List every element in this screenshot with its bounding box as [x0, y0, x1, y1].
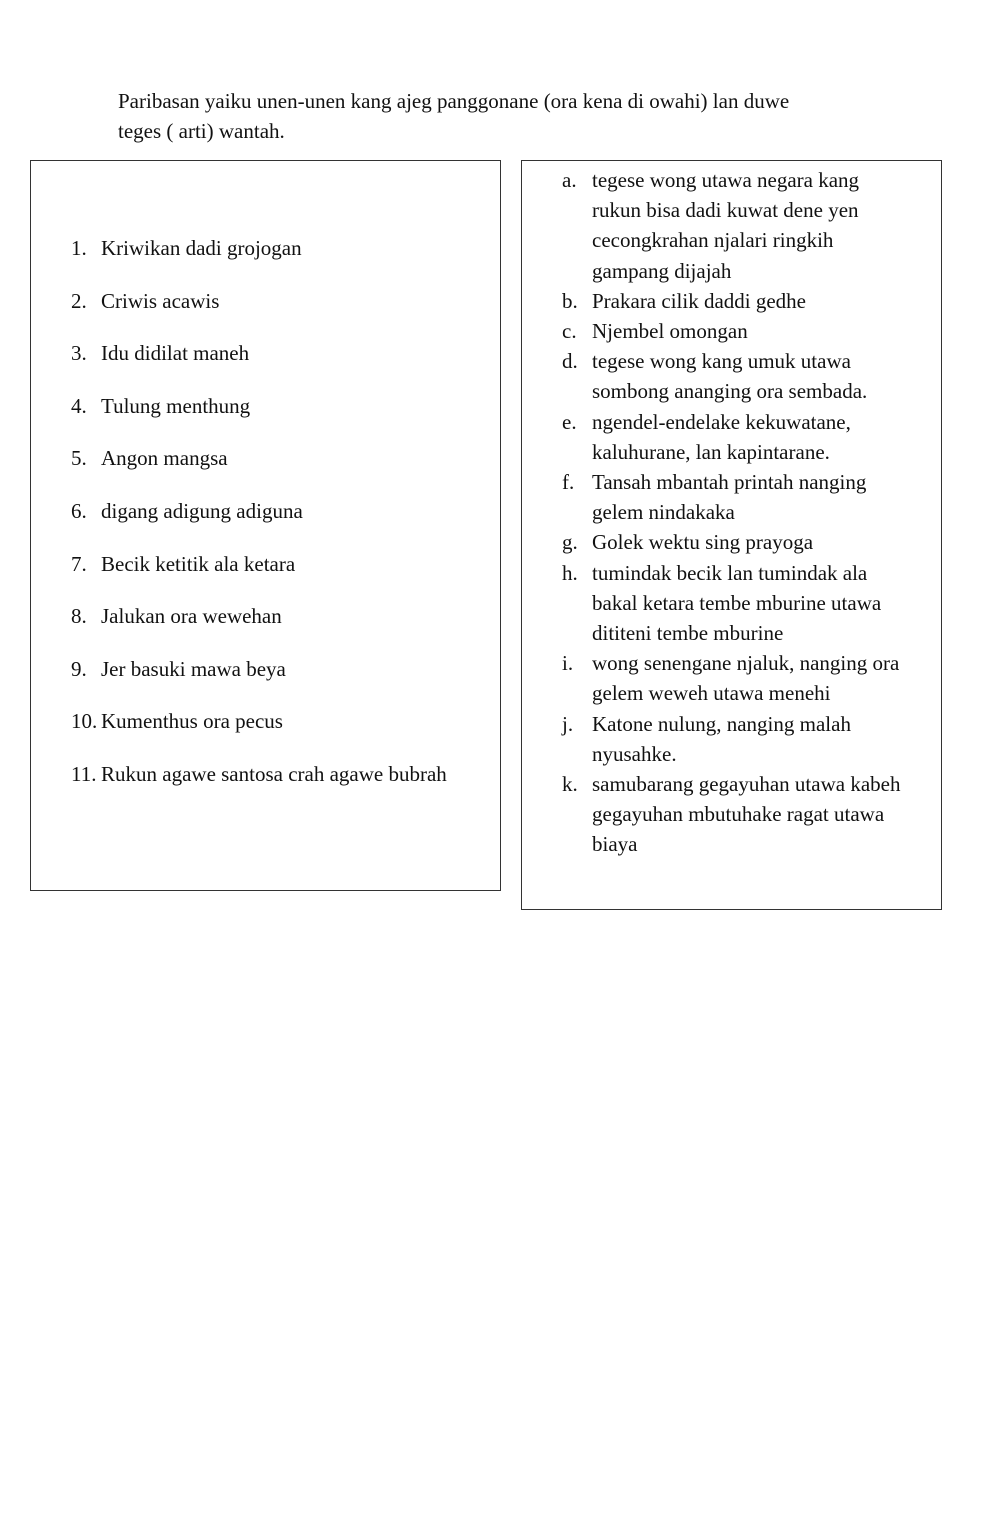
- list-item: [562, 467, 932, 527]
- item-text: tegese wong utawa negara kang rukun bisa dadi kuwat dene yen cecongkrahan njalari ringkih gampang dijajah: [592, 168, 860, 283]
- list-item: [562, 407, 932, 467]
- item-text: Jalukan ora wewehan: [101, 604, 282, 629]
- list-item: [562, 165, 932, 286]
- item-number: 4.: [71, 393, 87, 418]
- list-item: [562, 648, 932, 708]
- item-text: Njembel omongan: [592, 319, 748, 344]
- item-number: 7.: [71, 551, 87, 576]
- item-text: Idu didilat maneh: [101, 341, 250, 366]
- list-item: [562, 769, 932, 860]
- item-text: Tansah mbantah printah nanging gelem nindakaka: [592, 470, 867, 525]
- list-item: [71, 233, 496, 286]
- item-number: 8.: [71, 604, 87, 629]
- item-letter: e.: [562, 409, 577, 434]
- list-item: [71, 496, 496, 549]
- item-text: samubarang gegayuhan utawa kabeh gegayuhan mbutuhake ragat utawa biaya: [592, 772, 901, 857]
- list-item: [562, 709, 932, 769]
- item-letter: a.: [562, 168, 577, 192]
- item-number: 10.: [71, 709, 98, 734]
- item-number: 1.: [71, 236, 87, 260]
- list-item: [71, 549, 496, 602]
- item-letter: b.: [562, 288, 578, 313]
- list-item: [562, 316, 932, 346]
- intro-paragraph: [118, 86, 878, 146]
- item-text: digang adigung adiguna: [101, 498, 303, 523]
- item-text: Becik ketitik ala ketara: [101, 551, 296, 576]
- item-text: Angon mangsa: [101, 446, 228, 471]
- teges-box: [521, 160, 942, 910]
- item-text: ngendel-endelake kekuwatane, kaluhurane, lan kapintarane.: [592, 409, 851, 464]
- list-item: [562, 558, 932, 649]
- item-text: Tulung menthung: [101, 393, 251, 418]
- item-text: Prakara cilik daddi gedhe: [592, 288, 806, 313]
- item-number: 3.: [71, 341, 87, 366]
- item-text: Kumenthus ora pecus: [101, 709, 283, 734]
- paribasan-box: [30, 160, 501, 891]
- list-item: [562, 346, 932, 406]
- list-item: [71, 759, 496, 812]
- list-item: [562, 527, 932, 557]
- item-text: Kriwikan dadi grojogan: [101, 236, 302, 260]
- list-item: [71, 601, 496, 654]
- item-letter: j.: [562, 711, 574, 736]
- item-letter: i.: [562, 651, 574, 676]
- item-letter: d.: [562, 349, 578, 374]
- item-text: Jer basuki mawa beya: [101, 656, 286, 681]
- item-text: wong senengane njaluk, nanging ora gelem weweh utawa menehi: [592, 651, 900, 706]
- paribasan-list: [71, 233, 496, 812]
- item-letter: f.: [562, 470, 575, 495]
- list-item: [71, 654, 496, 707]
- list-item: [71, 706, 496, 759]
- item-text: Katone nulung, nanging malah nyusahke.: [592, 711, 851, 766]
- item-number: 2.: [71, 288, 87, 313]
- item-letter: h.: [562, 560, 578, 585]
- list-item: [71, 391, 496, 444]
- teges-list: [562, 165, 932, 860]
- item-text: tumindak becik lan tumindak ala bakal ketara tembe mburine utawa dititeni tembe mburine: [592, 560, 882, 646]
- item-letter: c.: [562, 319, 577, 344]
- item-number: 6.: [71, 498, 87, 523]
- item-text: tegese wong kang umuk utawa sombong ananging ora sembada.: [592, 349, 868, 404]
- intro-line-2: teges ( arti) wantah.: [118, 119, 285, 143]
- intro-line-1: Paribasan yaiku unen-unen kang ajeg panggonane (ora kena di owahi) lan duwe: [118, 89, 790, 113]
- item-number: 9.: [71, 656, 87, 681]
- list-item: [562, 286, 932, 316]
- list-item: [71, 338, 496, 391]
- item-text: Criwis acawis: [101, 288, 220, 313]
- item-number: 11.: [71, 761, 97, 786]
- item-letter: g.: [562, 530, 578, 555]
- list-item: [71, 443, 496, 496]
- list-item: [71, 286, 496, 339]
- item-number: 5.: [71, 446, 87, 471]
- item-letter: k.: [562, 772, 578, 797]
- item-text: Rukun agawe santosa crah agawe bubrah: [101, 761, 447, 786]
- item-text: Golek wektu sing prayoga: [592, 530, 814, 555]
